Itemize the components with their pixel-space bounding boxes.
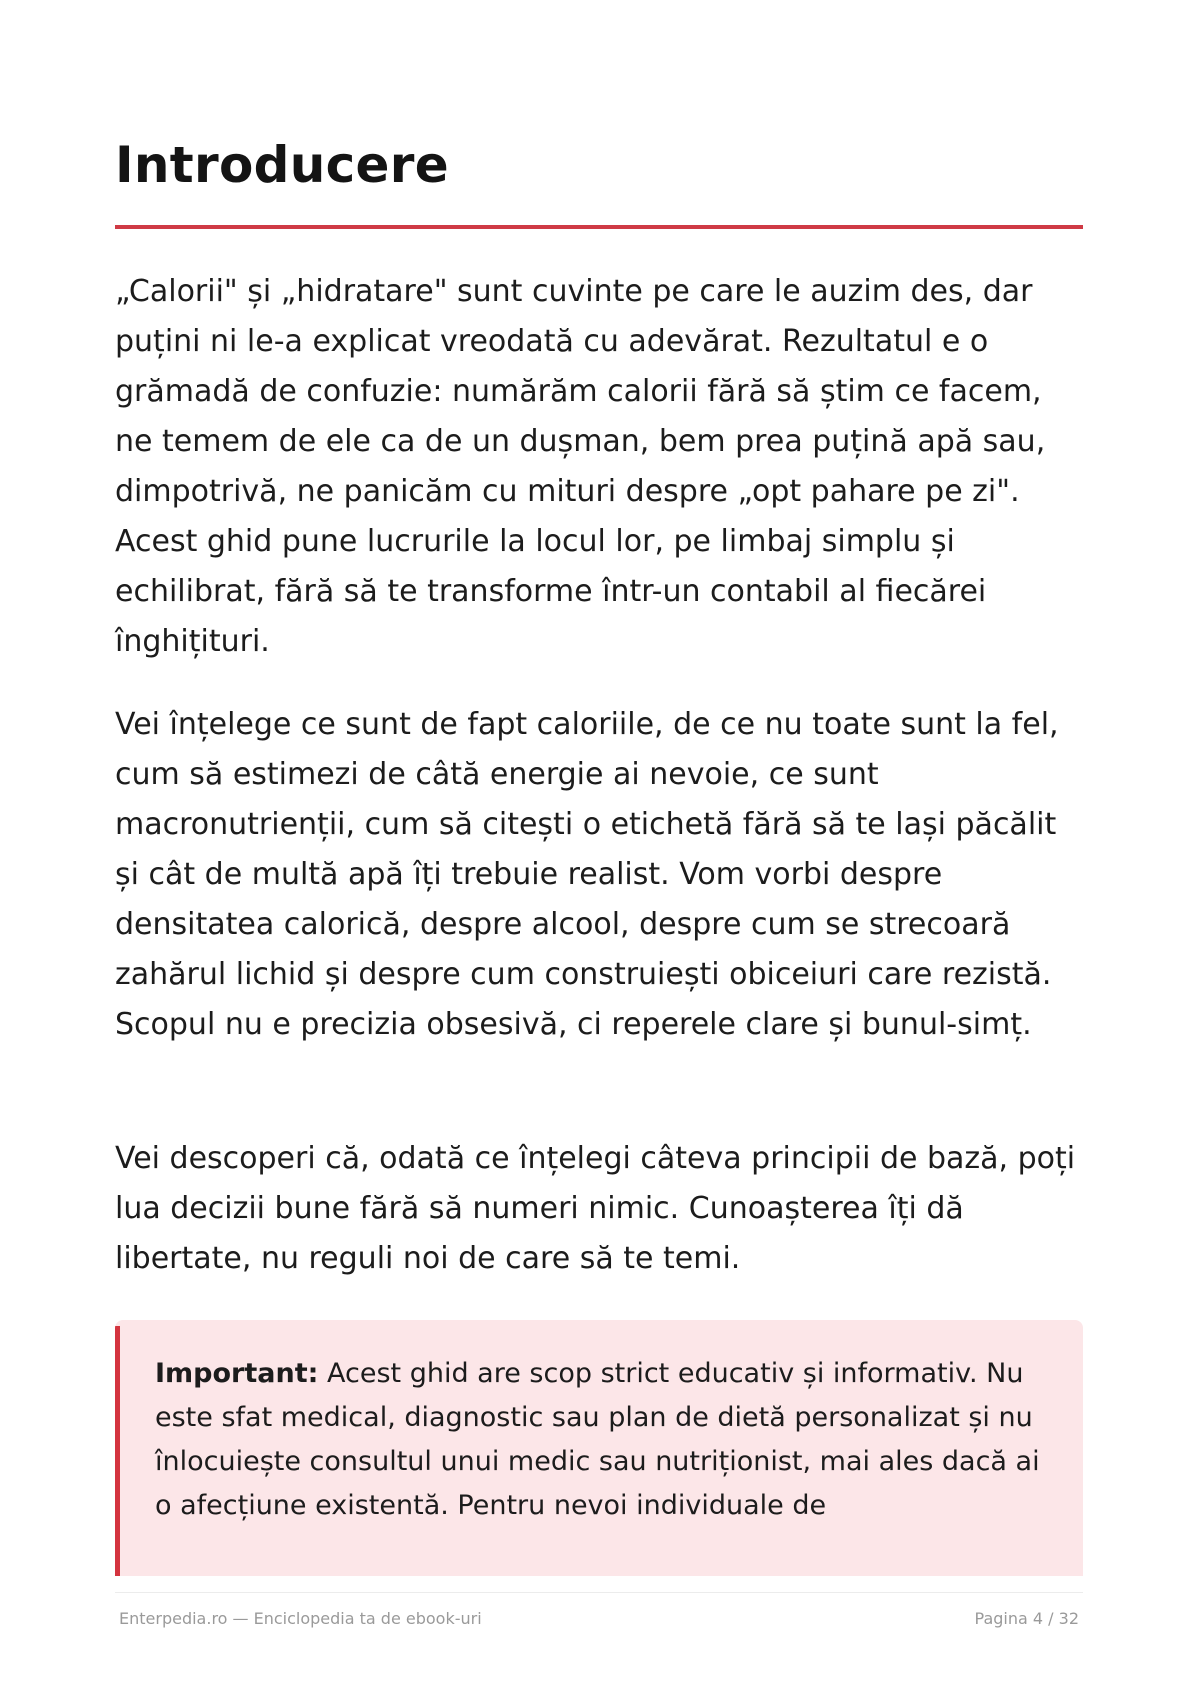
- callout-text: [155, 1352, 1055, 1528]
- footer-divider: [115, 1592, 1083, 1593]
- title-divider: [115, 225, 1083, 229]
- important-callout: [115, 1320, 1083, 1576]
- paragraph-3: Vei descoperi că, odată ce înțelegi câteva principii de bază, poți lua decizii bune fără să numeri nimic. Cunoașterea îți dă libertate, nu reguli noi de care să te temi.: [115, 1141, 1076, 1276]
- callout-accent-bar: [115, 1326, 120, 1576]
- callout-body: Acest ghid are scop strict educativ și informativ. Nu este sfat medical, diagnostic sau plan de dietă personalizat și nu înlocuiește consultul unui medic sau nutriționist, mai ales dacă ai o afecțiune existentă. Pentru nevoi individuale de: [155, 1358, 1040, 1521]
- footer-site-name: Enterpedia.ro — Enciclopedia ta de ebook-uri: [119, 1609, 482, 1628]
- paragraph-2: Vei înțelege ce sunt de fapt caloriile, de ce nu toate sunt la fel, cum să estimezi de câtă energie ai nevoie, ce sunt macronutrienții, cum să citești o etichetă fără să te lași păcălit și cât de multă apă îți trebuie realist. Vom vorbi despre densitatea calorică, despre alcool, despre cum se strecoară zahărul lichid și despre cum construiești obiceiuri care rezistă. Scopul nu e precizia obsesivă, ci reperele clare și bunul-simț.: [115, 707, 1059, 1042]
- page-number: Pagina 4 / 32: [974, 1609, 1079, 1628]
- page-title: Introducere: [115, 136, 449, 194]
- document-page: [115, 0, 1083, 1683]
- callout-label: Important:: [155, 1358, 319, 1389]
- paragraph-1: „Calorii" și „hidratare" sunt cuvinte pe care le auzim des, dar puțini ni le-a explicat vreodată cu adevărat. Rezultatul e o grămadă de confuzie: numărăm calorii fără să știm ce facem, ne temem de ele ca de un dușman, bem prea puțină apă sau, dimpotrivă, ne panicăm cu mituri despre „opt pahare pe zi". Acest ghid pune lucrurile la locul lor, pe limbaj simplu și echilibrat, fără să te transforme într-un contabil al fiecărei înghițituri.: [115, 274, 1046, 659]
